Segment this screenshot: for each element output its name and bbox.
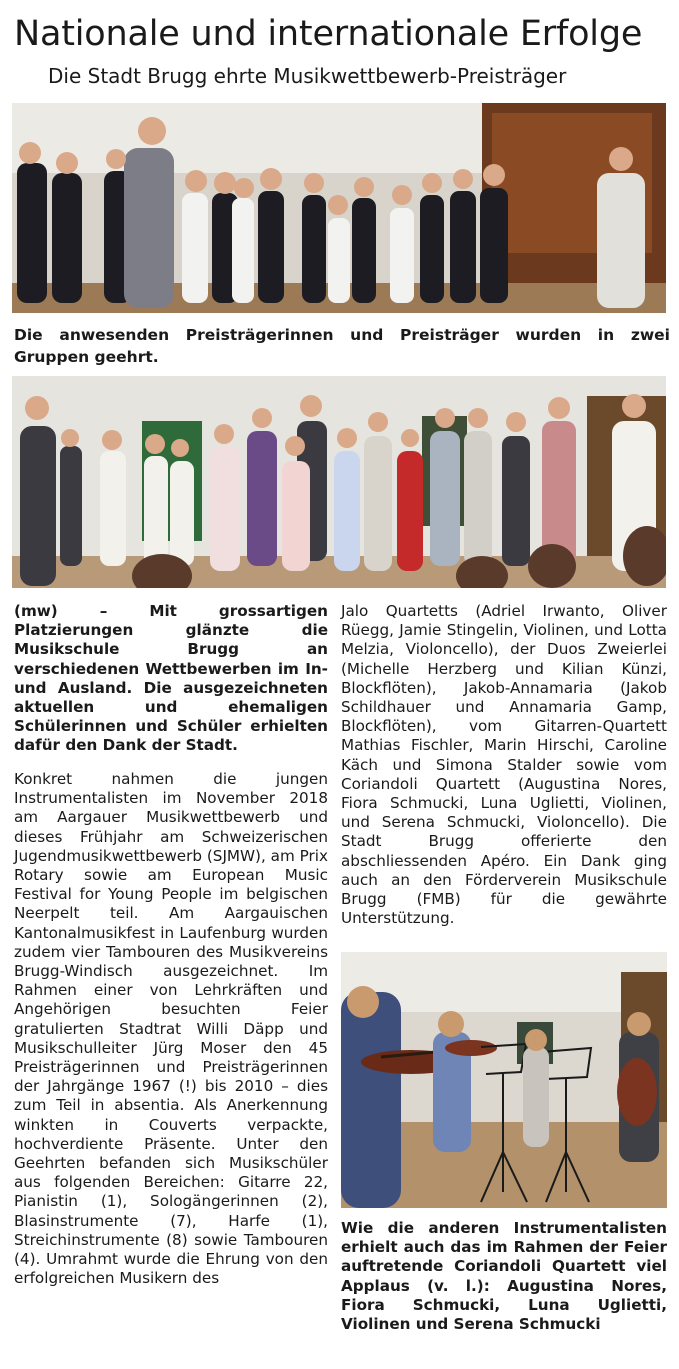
subheadline: Die Stadt Brugg ehrte Musikwettbewerb-Preisträger	[48, 64, 567, 88]
photo-caption-quartet: Wie die anderen Instrumentalisten erhielt auch das im Rahmen der Feier auftretende Coriandoli Quartett viel Applaus (v. l.): Augustina Nores, Fiora Schmucki, Luna Uglietti, Violinen und Serena Schmucki	[341, 1219, 667, 1334]
headline: Nationale und internationale Erfolge	[14, 14, 643, 54]
photo-caption-first-group: Die anwesenden Preisträgerinnen und Preisträger wurden in zwei Gruppen geehrt.	[14, 326, 670, 366]
article-lead: (mw) – Mit grossartigen Platzierungen glänzte die Musikschule Brugg an verschiedenen Wettbewerben im In- und Ausland. Die ausgezeichneten aktuellen und ehemaligen Schülerinnen und Schüler erhielten dafür den Dank der Stadt.	[14, 602, 328, 755]
photo-quartet	[341, 952, 667, 1208]
photo-first-group	[12, 103, 666, 313]
article-body-left-column: Konkret nahmen die jungen Instrumentalisten im November 2018 am Aargauer Musikwettbewerb und dieses Frühjahr am Schweizerischen Jugendmusikwettbewerb (SJMW), am Prix Rotary sowie am European Music Festival for Young People im belgischen Neerpelt teil. Am Aargauischen Kantonalmusikfest in Laufenburg wurden zudem vier Tambouren des Musikvereins Brugg-Windisch ausgezeichnet. Im Rahmen einer von Lehrkräften und Angehörigen besuchten Feier gratulierten Stadtrat Willi Däpp und Musikschulleiter Jürg Moser den 45 Preisträgerinnen und Preisträgerinnen der Jahrgänge 1967 (!) bis 2010 – dies zum Teil in absentia. Als Anerkennung winkten in Couverts verpackte, hochverdiente Präsente. Unter den Geehrten befanden sich Musikschüler aus folgenden Bereichen: Gitarre 22, Pianistin (1), Sologängerinnen (2), Blasinstrumente (7), Harfe (1), Streichinstrumente (8) sowie Tambouren (4). Umrahmt wurde die Ehrung von den erfolgreichen Musikern des	[14, 770, 328, 1288]
photo-second-group	[12, 376, 666, 588]
article-body-right-column: Jalo Quartetts (Adriel Irwanto, Oliver Rüegg, Jamie Stingelin, Violinen, und Lotta Melzia, Violoncello), der Duos Zweierlei (Michelle Herzberg und Kilian Künzi, Blockflöten), Jakob-Annamaria (Jakob Schildhauer und Annamaria Gamp, Blockflöten), vom Gitarren-Quartett Mathias Fischler, Marin Hirschi, Caroline Käch und Simona Stalder sowie vom Coriandoli Quartett (Augustina Nores, Fiora Schmucki, Luna Uglietti, Violinen, und Serena Schmucki, Violoncello). Die Stadt Brugg offerierte den abschliessenden Apéro. Ein Dank ging auch an den Förderverein Musikschule Brugg (FMB) für die gewährte Unterstützung.	[341, 602, 667, 928]
